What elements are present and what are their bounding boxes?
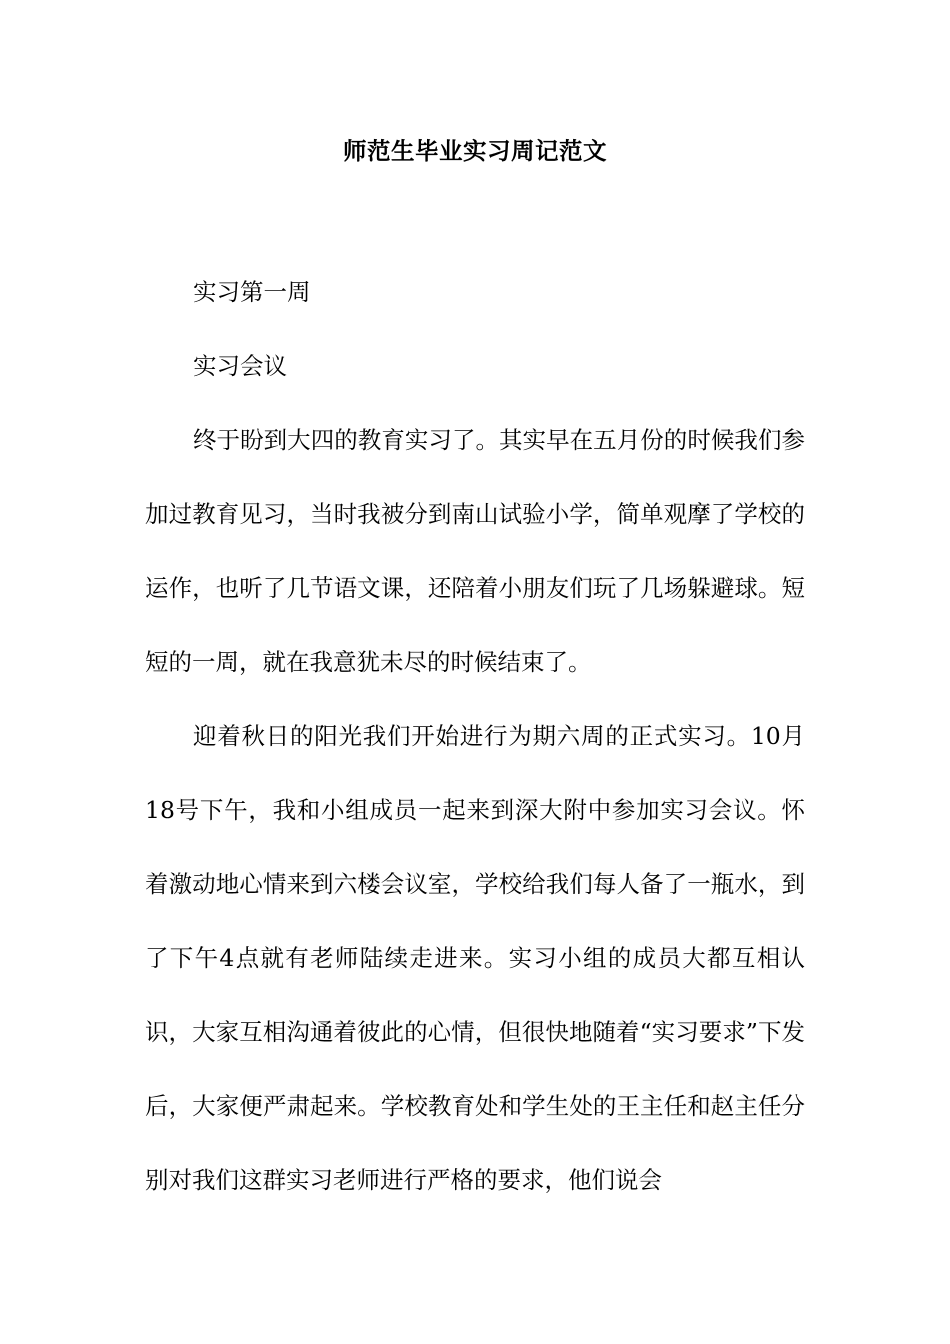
section-heading: 实习会议 [193, 352, 287, 380]
document-title: 师范生毕业实习周记范文 [343, 137, 607, 165]
paragraph: 迎着秋日的阳光我们开始进行为期六周的正式实习。10月18号下午，我和小组成员一起来到深大附中参加实习会议。怀着激动地心情来到六楼会议室，学校给我们每人备了一瓶水，到了下午4点就有老师陆续走进来。实习小组的成员大都互相认识，大家互相沟通着彼此的心情，但很快地随着“实习要求”下发后，大家便严肃起来。学校教育处和学生处的王主任和赵主任分别对我们这群实习老师进行严格的要求，他们说会 [145, 722, 805, 1194]
week-heading: 实习第一周 [193, 278, 311, 306]
paragraph: 终于盼到大四的教育实习了。其实早在五月份的时候我们参加过教育见习，当时我被分到南山试验小学，简单观摩了学校的运作，也听了几节语文课，还陪着小朋友们玩了几场躲避球。短短的一周，就在我意犹未尽的时候结束了。 [145, 426, 805, 676]
document-body [145, 255, 805, 1217]
